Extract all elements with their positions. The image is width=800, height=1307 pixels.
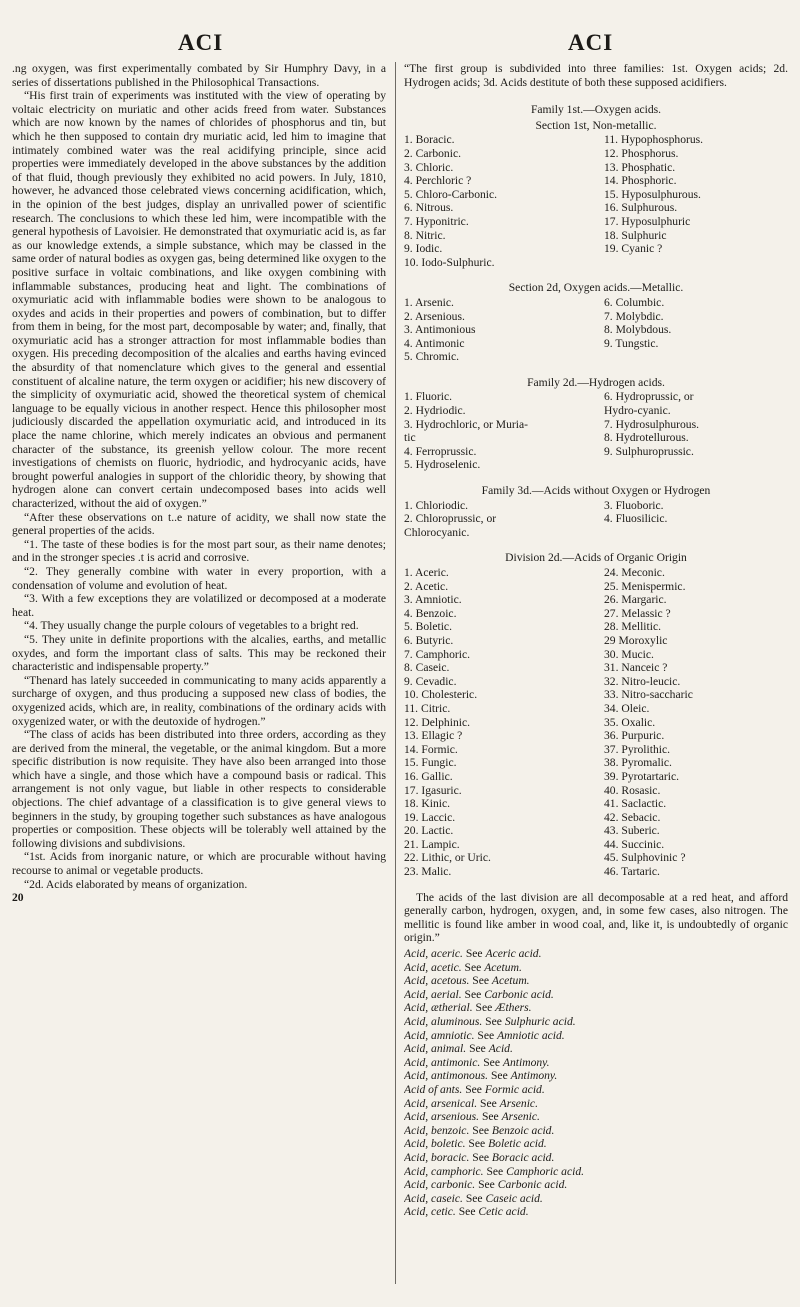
cross-reference <box>404 1097 788 1111</box>
list-item: 3. Hydrochloric, or Muria- <box>404 417 528 431</box>
list-row <box>404 133 776 147</box>
cross-reference-target: Acid. <box>488 1042 513 1056</box>
cross-reference-list <box>404 947 788 1219</box>
classification-intro: “The first group is subdivided into three families: 1st. Oxygen acids; 2d. Hydrogen acids; 3d. Acids destitute of both these supposed acidifiers. <box>404 62 788 89</box>
list-row <box>404 851 776 865</box>
list-item: 17. Igasuric. <box>404 783 462 797</box>
list-row <box>404 161 776 175</box>
list-item: 19. Laccic. <box>404 810 456 824</box>
left-column <box>12 62 386 1289</box>
cross-reference-see: See <box>475 1001 493 1015</box>
cross-reference-head: Acid, antimonous. <box>404 1069 489 1083</box>
cross-reference-head: Acid, animal. <box>404 1042 467 1056</box>
list-item: 5. Chromic. <box>404 350 460 364</box>
list-item: 35. Oxalic. <box>604 715 656 729</box>
cross-reference-see: See <box>483 1055 500 1069</box>
list-item: 10. Cholesteric. <box>404 688 478 702</box>
list-item: 33. Nitro-saccharic <box>604 688 693 702</box>
list-item: 26. Margaric. <box>604 593 667 607</box>
list-item: 9. Iodic. <box>404 242 443 256</box>
family2-heading: Family 2d.—Hydrogen acids. <box>527 375 665 389</box>
family3-list <box>404 499 776 540</box>
list-item: 15. Hyposulphurous. <box>604 187 701 201</box>
cross-reference-head: Acid, acetic. <box>404 960 462 974</box>
cross-reference-target: Acetum. <box>491 974 530 988</box>
cross-reference-see: See <box>465 947 483 961</box>
cross-reference <box>404 1056 788 1070</box>
cross-reference-head: Acid, amniotic. <box>404 1028 475 1042</box>
cross-reference-head: Acid, cetic. <box>404 1205 456 1219</box>
list-row <box>404 593 776 607</box>
paragraph: “2d. Acids elaborated by means of organization. <box>24 877 248 891</box>
list-row <box>404 201 776 215</box>
list-item: 10. Iodo-Sulphuric. <box>404 255 495 269</box>
paragraph: “The class of acids has been distributed into three orders, according as they are derived from the mineral, the vegetable, or the animal kingdom. But a more specific distribution is now requisite. They have also been arranged into those which have a single, and those which have a compound basis or radical. This arrangement is not only vague, but liable in other respects to considerable objections. The chief advantage of a classification is to give general views to beginners in the study, by grouping together such substances as have analogous properties or composition. These objects will be tolerably well attained by the following divisions and subdivisions. <box>12 728 386 850</box>
list-item: 3. Antimonious <box>404 323 476 337</box>
list-item: 7. Molybdic. <box>604 309 664 323</box>
list-row <box>404 229 776 243</box>
cross-reference-head: Acid, carbonic. <box>404 1178 476 1192</box>
cross-reference-see: See <box>472 1123 490 1137</box>
list-item: 11. Hypophosphorus. <box>604 133 704 147</box>
list-item: 8. Molybdous. <box>604 323 672 337</box>
cross-reference-target: Carbonic acid. <box>497 1178 568 1192</box>
cross-reference-see: See <box>464 987 482 1001</box>
list-item: 45. Sulphovinic ? <box>604 851 686 865</box>
cross-reference <box>404 1029 788 1043</box>
list-item: 7. Hyponitric. <box>404 214 469 228</box>
list-item: 46. Tartaric. <box>604 865 660 879</box>
column-divider <box>395 62 396 1284</box>
list-item: 8. Caseic. <box>404 661 450 675</box>
cross-reference-see: See <box>465 1191 483 1205</box>
list-item: 16. Sulphurous. <box>604 201 678 215</box>
list-row <box>404 256 776 270</box>
paragraph: “5. They unite in definite proportions with the alcalies, earths, and metallic oxydes, and form the important class of salts. This may be reckoned their characteristic and indispensable property.” <box>12 632 386 674</box>
family3-heading: Family 3d.—Acids without Oxygen or Hydrogen <box>481 484 711 498</box>
list-row <box>404 675 776 689</box>
list-row <box>404 147 776 161</box>
list-item: 4. Ferroprussic. <box>404 444 477 458</box>
cross-reference <box>404 974 788 988</box>
paragraph: “1. The taste of these bodies is for the most part sour, as their name denotes; and in the stronger species .t is acrid and corrosive. <box>12 537 386 565</box>
list-item: 13. Ellagic ? <box>404 729 463 743</box>
list-item: 43. Suberic. <box>604 824 660 838</box>
list-item: 5. Boletic. <box>404 620 452 634</box>
list-row <box>404 242 776 256</box>
right-column <box>404 62 788 1289</box>
list-item: 3. Amniotic. <box>404 593 462 607</box>
list-item: 24. Meconic. <box>604 566 665 579</box>
list-row <box>404 512 776 526</box>
cross-reference-head: Acid, ætherial. <box>404 1001 473 1015</box>
paragraph: “4. They usually change the purple colours of vegetables to a bright red. <box>24 619 359 633</box>
list-row <box>404 688 776 702</box>
list-item: tic <box>404 431 416 445</box>
cross-reference-see: See <box>480 1096 497 1110</box>
list-item: 5. Hydroselenic. <box>404 458 481 472</box>
cross-reference-target: Æthers. <box>495 1001 532 1015</box>
cross-reference-target: Antimony. <box>502 1055 550 1069</box>
cross-reference-see: See <box>472 1150 490 1164</box>
cross-reference-target: Formic acid. <box>484 1082 545 1096</box>
list-item: 1. Chloriodic. <box>404 498 469 512</box>
list-row <box>404 607 776 621</box>
cross-reference-target: Amniotic acid. <box>497 1028 565 1042</box>
cross-reference <box>404 1110 788 1124</box>
list-item: 12. Delphinic. <box>404 715 471 729</box>
list-item: 34. Oleic. <box>604 701 650 715</box>
list-row <box>404 390 776 404</box>
list-item: Chlorocyanic. <box>404 525 470 539</box>
list-item: 1. Arsenic. <box>404 295 454 309</box>
cross-reference <box>404 988 788 1002</box>
cross-reference-target: Caseic acid. <box>485 1191 543 1205</box>
cross-reference-target: Cetic acid. <box>478 1205 529 1219</box>
list-row <box>404 620 776 634</box>
cross-reference-head: Acid, acetous. <box>404 974 470 988</box>
list-item <box>604 526 776 540</box>
cross-reference-see: See <box>469 1042 486 1056</box>
list-row <box>404 634 776 648</box>
list-item: 6. Nitrous. <box>404 201 454 215</box>
cross-reference-head: Acid, camphoric. <box>404 1164 484 1178</box>
cross-reference-head: Acid, aceric. <box>404 947 463 961</box>
cross-reference <box>404 1151 788 1165</box>
list-item: 5. Chloro-Carbonic. <box>404 187 498 201</box>
cross-reference <box>404 1083 788 1097</box>
list-row <box>404 702 776 716</box>
list-row <box>404 337 776 351</box>
cross-reference-head: Acid, boracic. <box>404 1150 470 1164</box>
cross-reference-target: Sulphuric acid. <box>504 1015 576 1028</box>
cross-reference-see: See <box>478 1178 495 1192</box>
cross-reference-target: Boracic acid. <box>491 1150 555 1164</box>
list-item: 1. Fluoric. <box>404 390 452 404</box>
list-item: 2. Carbonic. <box>404 146 461 160</box>
list-item: 4. Perchloric ? <box>404 174 472 188</box>
list-row <box>404 824 776 838</box>
cross-reference-head: Acid, aluminous. <box>404 1015 483 1028</box>
cross-reference-see: See <box>485 1015 502 1028</box>
cross-reference-head: Acid, aerial. <box>404 987 462 1001</box>
list-item: 22. Lithic, or Uric. <box>404 851 491 865</box>
family1-heading: Family 1st.—Oxygen acids. <box>530 103 662 117</box>
list-item: 18. Kinic. <box>404 797 451 811</box>
cross-reference-target: Boletic acid. <box>488 1137 547 1151</box>
list-item: 32. Nitro-leucic. <box>604 674 681 688</box>
list-row <box>404 566 776 580</box>
list-row <box>404 310 776 324</box>
list-row <box>404 865 776 879</box>
list-item: 31. Nanceic ? <box>604 661 668 675</box>
list-row <box>404 526 776 540</box>
list-item: 17. Hyposulphuric <box>604 214 691 228</box>
list-item: 4. Antimonic <box>404 336 465 350</box>
list-item: 4. Benzoic. <box>404 606 457 620</box>
paragraph: .ng oxygen, was first experimentally combated by Sir Humphry Davy, in a series of dissertations published in the Philosophical Transactions. <box>12 62 386 89</box>
page-number: 20 <box>12 891 24 905</box>
list-item: 25. Menispermic. <box>604 579 686 593</box>
list-item: Hydro-cyanic. <box>604 404 671 418</box>
cross-reference <box>404 1205 788 1219</box>
list-item: 9. Cevadic. <box>404 674 457 688</box>
list-item: 16. Gallic. <box>404 769 453 783</box>
closing-paragraph: The acids of the last division are all decomposable at a red heat, and afford generally carbon, hydrogen, oxygen, and, in some few cases, also nitrogen. The mellitic is found like amber in wood coal, and, like it, is undoubtedly of organic origin.” <box>404 890 788 945</box>
running-head-left: ACI <box>178 30 224 55</box>
cross-reference-target: Camphoric acid. <box>506 1164 585 1178</box>
list-item: 27. Melassic ? <box>604 606 671 620</box>
list-item: 28. Mellitic. <box>604 620 661 634</box>
list-item: 19. Cyanic ? <box>604 242 663 256</box>
cross-reference-target: Arsenic. <box>501 1110 540 1124</box>
cross-reference <box>404 1178 788 1192</box>
list-item: 9. Tungstic. <box>604 336 659 350</box>
list-item: 18. Sulphuric <box>604 228 667 242</box>
list-item: 41. Saclactic. <box>604 797 667 811</box>
list-item: 3. Chloric. <box>404 160 454 174</box>
cross-reference-target: Carbonic acid. <box>484 987 554 1001</box>
cross-reference-see: See <box>490 1069 508 1083</box>
family1-section1-list <box>404 133 776 269</box>
list-item <box>604 458 776 472</box>
list-row <box>404 418 776 432</box>
list-row <box>404 756 776 770</box>
list-item: 39. Pyrotartaric. <box>604 769 680 783</box>
paragraph: “2. They generally combine with water in every proportion, with a condensation of volume and evolution of heat. <box>12 564 386 592</box>
list-row <box>404 784 776 798</box>
list-row <box>404 323 776 337</box>
cross-reference <box>404 1137 788 1151</box>
list-item: 8. Nitric. <box>404 228 446 242</box>
list-item: 1. Aceric. <box>404 566 449 579</box>
cross-reference-head: Acid, arsenious. <box>404 1110 480 1124</box>
family1-section2-heading: Section 2d, Oxygen acids.—Metallic. <box>508 281 684 295</box>
cross-reference-head: Acid, boletic. <box>404 1137 466 1151</box>
list-row <box>404 838 776 852</box>
cross-reference-head: Acid, caseic. <box>404 1191 463 1205</box>
list-item: 36. Purpuric. <box>604 729 665 743</box>
list-row <box>404 770 776 784</box>
cross-reference <box>404 1165 788 1179</box>
list-item: 42. Sebacic. <box>604 810 661 824</box>
list-item: 21. Lampic. <box>404 837 460 851</box>
cross-reference-see: See <box>472 974 490 988</box>
list-row <box>404 580 776 594</box>
cross-reference-see: See <box>458 1205 476 1219</box>
list-row <box>404 404 776 418</box>
list-row <box>404 797 776 811</box>
cross-reference-see: See <box>464 960 482 974</box>
cross-reference-head: Acid of ants. <box>404 1082 463 1096</box>
cross-reference <box>404 1001 788 1015</box>
list-item: 9. Sulphuroprussic. <box>604 444 694 458</box>
list-row <box>404 296 776 310</box>
list-item: 6. Butyric. <box>404 633 454 647</box>
cross-reference-see: See <box>468 1137 486 1151</box>
division2-list <box>404 566 776 879</box>
cross-reference-head: Acid, benzoic. <box>404 1123 470 1137</box>
cross-reference <box>404 947 788 961</box>
family2-list <box>404 390 776 472</box>
family1-section1-heading: Section 1st, Non-metallic. <box>535 118 657 132</box>
list-item: 7. Camphoric. <box>404 647 471 661</box>
list-row <box>404 188 776 202</box>
running-head-right: ACI <box>568 30 614 55</box>
list-item: 14. Formic. <box>404 742 458 756</box>
cross-reference-see: See <box>481 1110 499 1124</box>
cross-reference <box>404 1015 788 1029</box>
list-item: 6. Hydroprussic, or <box>604 390 694 404</box>
list-item: 44. Succinic. <box>604 837 665 851</box>
list-item: 23. Malic. <box>404 865 452 879</box>
list-row <box>404 458 776 472</box>
cross-reference <box>404 961 788 975</box>
paragraph: “1st. Acids from inorganic nature, or which are procurable without having recourse to animal or vegetable products. <box>12 850 386 878</box>
list-item: 38. Pyromalic. <box>604 756 672 770</box>
list-item: 1. Boracic. <box>404 133 455 147</box>
list-item: 8. Hydrotellurous. <box>604 431 689 445</box>
paragraph: “After these observations on t..e nature of acidity, we shall now state the general properties of the acids. <box>12 510 386 538</box>
list-item: 7. Hydrosulphurous. <box>604 417 700 431</box>
list-row <box>404 431 776 445</box>
cross-reference <box>404 1192 788 1206</box>
cross-reference <box>404 1124 788 1138</box>
paragraph: “His first train of experiments was instituted with the view of operating by voltaic electricity on muriatic and other acids freed from water. Substances which are now known by the names of chlorides of phosphorus and tin, but which he then supposed to contain dry muriatic acid, led him to imagine that intimately combined water was the real acidifying principle, since acid properties were immediately developed in the above substances by the addition of that fluid, though previously they exhibited no acid powers. In July, 1810, however, he advanced those celebrated views concerning acidification, which, in the opinion of the best judges, display an unrivalled power of scientific research. The conclusions to which these led him, were incompatible with the general hypothesis of Lavoisier. He demonstrated that oxymuriatic acid is, as far as our knowledge extends, a simple substance, which may be classed in the same order of natural bodies as oxygen gas, being determined like oxygen to the positive surface in voltaic combinations, and like oxygen combining with inflammable substances, producing heat and light. The combinations of oxymuriatic acid with inflammable bodies were shown to be analogous to oxydes and acids in their properties and powers of combination, but to differ from them in being, for the most part, decomposable by water; and, finally, that oxymuriatic acid has a stronger attraction for most inflammable bodies than oxygen. His preceding decomposition of the alcalies and earths having evinced the absurdity of that nomenclature which gives to the general and essential constituent of alcaline nature, the term oxygen or acidifier; his new discovery of the simplicity of oxymuriatic acid, showed the theoretical system of chemical language to be equally vicious in another respect. Hence this philosopher most judiciously discarded the appellation oxymuriatic acid, and introduced in its place the name chlorine, which merely indicates an obvious and permanent character of the substance, its greenish yellow colour. The more recent investigations of chemists on fluoric, hydriodic, and hydrocyanic acids, have brought powerful analogies in support of the chloridic theory, by showing that hydrogen alone can convert certain undecomposed bases into acids well characterized, without the aid of oxygen.” <box>12 89 386 510</box>
cross-reference-head: Acid, arsenical. <box>404 1096 478 1110</box>
list-row <box>404 350 776 364</box>
list-item <box>604 350 776 364</box>
list-item: 15. Fungic. <box>404 756 457 770</box>
cross-reference-see: See <box>477 1028 495 1042</box>
list-item: 30. Mucic. <box>604 647 654 661</box>
list-item: 2. Arsenious. <box>404 309 465 323</box>
list-item: 2. Acetic. <box>404 579 449 593</box>
cross-reference-see: See <box>486 1164 504 1178</box>
list-row <box>404 648 776 662</box>
list-row <box>404 743 776 757</box>
list-item: 12. Phosphorus. <box>604 146 679 160</box>
paragraph: “Thenard has lately succeeded in communicating to many acids apparently a surcharge of oxygen, and thus producing a supposed new class of bodies, the oxygenized acids, which are, in reality, combinations of the ordinary acids with oxygenized water, or with the deutoxide of hydrogen.” <box>12 673 386 728</box>
list-item: 40. Rosasic. <box>604 783 661 797</box>
list-row <box>404 729 776 743</box>
cross-reference-head: Acid, antimonic. <box>404 1055 481 1069</box>
list-row <box>404 661 776 675</box>
list-row <box>404 499 776 513</box>
cross-reference-target: Acetum. <box>484 960 522 974</box>
cross-reference-target: Aceric acid. <box>485 947 542 961</box>
cross-reference <box>404 1069 788 1083</box>
cross-reference-target: Antimony. <box>510 1069 558 1083</box>
list-row <box>404 445 776 459</box>
list-item: 37. Pyrolithic. <box>604 742 671 756</box>
list-row <box>404 174 776 188</box>
list-item: 29 Moroxylic <box>604 633 668 647</box>
list-row <box>404 215 776 229</box>
cross-reference-target: Benzoic acid. <box>491 1123 555 1137</box>
list-item: 2. Chloroprussic, or <box>404 512 497 526</box>
cross-reference-target: Arsenic. <box>499 1096 538 1110</box>
list-item: 6. Columbic. <box>604 295 665 309</box>
list-item: 11. Citric. <box>404 701 451 715</box>
cross-reference-see: See <box>465 1082 482 1096</box>
list-item <box>604 256 776 270</box>
paragraph: “3. With a few exceptions they are volatilized or decomposed at a moderate heat. <box>12 592 386 619</box>
list-item: 2. Hydriodic. <box>404 404 466 418</box>
division2-heading: Division 2d.—Acids of Organic Origin <box>505 551 687 565</box>
list-row <box>404 811 776 825</box>
list-item: 3. Fluoboric. <box>604 498 664 512</box>
cross-reference <box>404 1042 788 1056</box>
list-row <box>404 716 776 730</box>
list-item: 20. Lactic. <box>404 824 454 838</box>
list-item: 4. Fluosilicic. <box>604 512 668 526</box>
family1-section2-list <box>404 296 776 364</box>
list-item: 14. Phosphoric. <box>604 174 677 188</box>
list-item: 13. Phosphatic. <box>604 160 676 174</box>
